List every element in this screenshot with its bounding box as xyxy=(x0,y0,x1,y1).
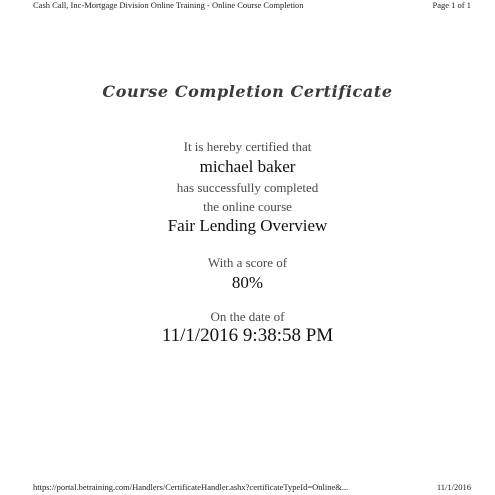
completion-date: 11/1/2016 9:38:58 PM xyxy=(161,325,334,346)
online-course-text: the online course xyxy=(203,199,292,214)
recipient-name: michael baker xyxy=(199,157,296,176)
print-footer-url: https://portal.betraining.com/Handlers/CertificateHandler.ashx?certificateTypeId=Online&... xyxy=(33,482,349,492)
course-name: Fair Lending Overview xyxy=(167,216,328,235)
certificate-title: Course Completion Certificate xyxy=(102,82,393,101)
date-intro-text: On the date of xyxy=(210,309,285,324)
completed-text: has successfully completed xyxy=(176,180,319,195)
certified-intro-text: It is hereby certified that xyxy=(183,139,312,154)
score-intro-text: With a score of xyxy=(207,255,288,270)
print-header-page-number: Page 1 of 1 xyxy=(432,0,471,10)
print-header-title: Cash Call, Inc-Mortgage Division Online Training - Online Course Completion xyxy=(33,0,304,10)
score-value: 80% xyxy=(231,273,264,292)
print-footer-date: 11/1/2016 xyxy=(436,482,471,492)
